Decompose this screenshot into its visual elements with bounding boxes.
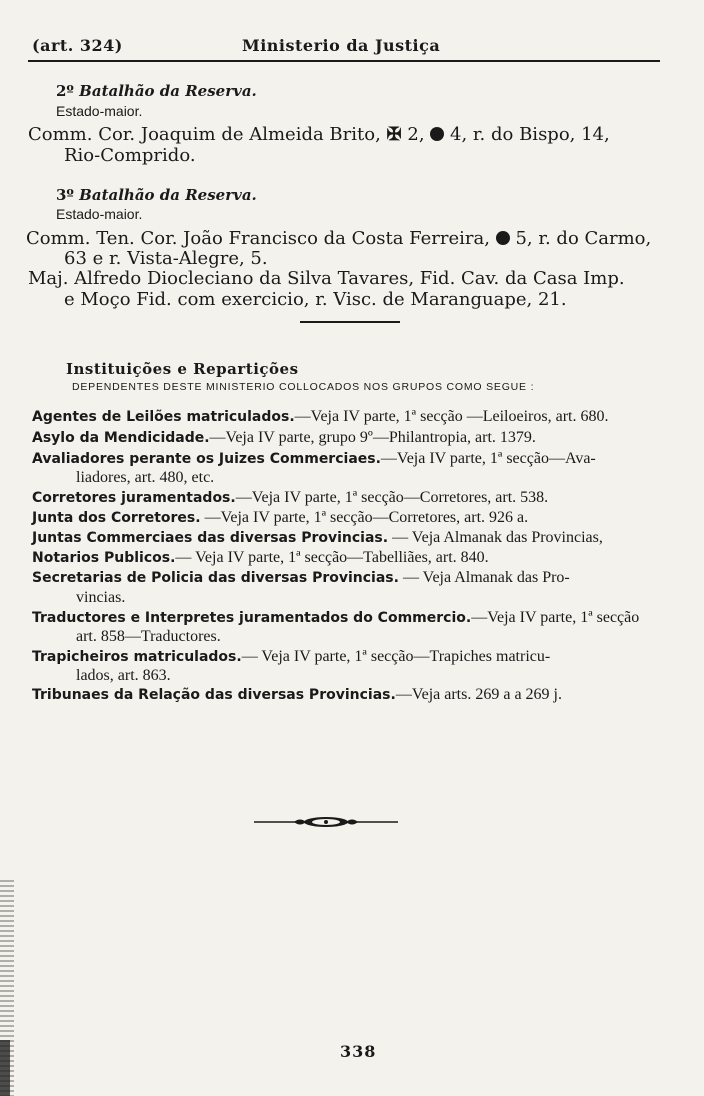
section-divider [300,321,400,323]
institution-continuation: liadores, art. 480, etc. [76,469,215,486]
institution-ref: —Veja IV parte, 1ª secção—Ava- [380,450,596,467]
institution-name: Tribunaes da Relação das diversas Provincias. [32,687,396,703]
section-title: Batalhão da Reserva. [79,82,257,100]
header-title: Ministerio da Justiça [242,36,441,55]
institution-ref: —Veja IV parte, 1ª secção —Leiloeiros, art. 680. [294,408,609,425]
institution-ref: —Veja IV parte, 1ª secção—Corretores, art. 538. [235,489,549,506]
entry-text: 2, [407,124,425,145]
entry-line [26,228,651,249]
institution-entry [32,609,639,627]
section-heading [56,82,257,100]
institution-entry [32,450,596,468]
header-article-ref: (art. 324) [32,36,123,55]
entry-text: Comm. Cor. Joaquim de Almeida Brito, [28,124,381,145]
institution-ref: — Veja Almanak das Provincias, [388,529,603,546]
header-rule [28,60,660,62]
institution-name: Secretarias de Policia das diversas Provincias. [32,570,399,586]
institution-continuation: vincias. [76,589,126,606]
entry-text: 5, r. do Carmo, [515,228,652,249]
institution-name: Traductores e Interpretes juramentados do Commercio. [32,610,472,626]
entry-line [28,124,610,145]
institution-entry [32,489,548,507]
institutions-title: Instituições e Repartições [66,360,299,378]
ornament-divider [254,816,398,828]
institution-name: Agentes de Leilões matriculados. [32,409,295,425]
medal-icon [430,127,444,141]
institution-entry [32,569,570,587]
institution-name: Junta dos Corretores. [32,510,201,526]
institution-name: Corretores juramentados. [32,490,236,506]
section-heading [56,186,257,204]
entry-continuation: Rio-Comprido. [64,145,196,166]
institution-entry [32,529,603,547]
institution-ref: —Veja arts. 269 a a 269 j. [395,686,562,703]
institution-name: Avaliadores perante os Juizes Commerciaes. [32,451,381,467]
institution-continuation: art. 858—Traductores. [76,628,221,645]
institution-continuation: lados, art. 863. [76,667,171,684]
institution-name: Juntas Commerciaes das diversas Provincias. [32,530,389,546]
section-number: 3º [56,186,74,204]
entry-continuation: e Moço Fid. com exercicio, r. Visc. de Maranguape, 21. [64,289,567,310]
section-title: Batalhão da Reserva. [79,186,257,204]
institution-ref: — Veja IV parte, 1ª secção—Tabelliães, art. 840. [175,549,489,566]
institution-name: Notarios Publicos. [32,550,176,566]
institution-entry [32,549,489,567]
institution-entry [32,686,562,704]
section-subtitle: Estado-maior. [56,103,143,119]
institution-entry [32,509,528,527]
institution-entry [32,648,550,666]
institution-ref: —Veja IV parte, 1ª secção—Corretores, art. 926 a. [200,509,529,526]
institution-ref: — Veja IV parte, 1ª secção—Trapiches matricu- [241,648,551,665]
entry-continuation: 63 e r. Vista-Alegre, 5. [64,248,268,269]
page-edge-mark [0,1040,10,1096]
institution-ref: —Veja IV parte, grupo 9º—Philantropia, art. 1379. [209,429,536,446]
institution-name: Asylo da Mendicidade. [32,430,210,446]
institution-name: Trapicheiros matriculados. [32,649,242,665]
entry-text: Comm. Ten. Cor. João Francisco da Costa Ferreira, [26,228,490,249]
medal-icon [496,231,510,245]
section-number: 2º [56,82,74,100]
institution-entry [32,429,536,447]
entry-text: 4, r. do Bispo, 14, [450,124,610,145]
cross-icon: ✠ [386,124,402,145]
entry-line: Maj. Alfredo Diocleciano da Silva Tavares, Fid. Cav. da Casa Imp. [28,268,625,289]
section-subtitle: Estado-maior. [56,206,143,222]
institution-ref: — Veja Almanak das Pro- [398,569,570,586]
institutions-subtitle: DEPENDENTES DESTE MINISTERIO COLLOCADOS NOS GRUPOS COMO SEGUE : [72,381,535,393]
institution-entry [32,408,608,426]
institution-ref: —Veja IV parte, 1ª secção [471,609,640,626]
page-number: 338 [340,1042,377,1061]
